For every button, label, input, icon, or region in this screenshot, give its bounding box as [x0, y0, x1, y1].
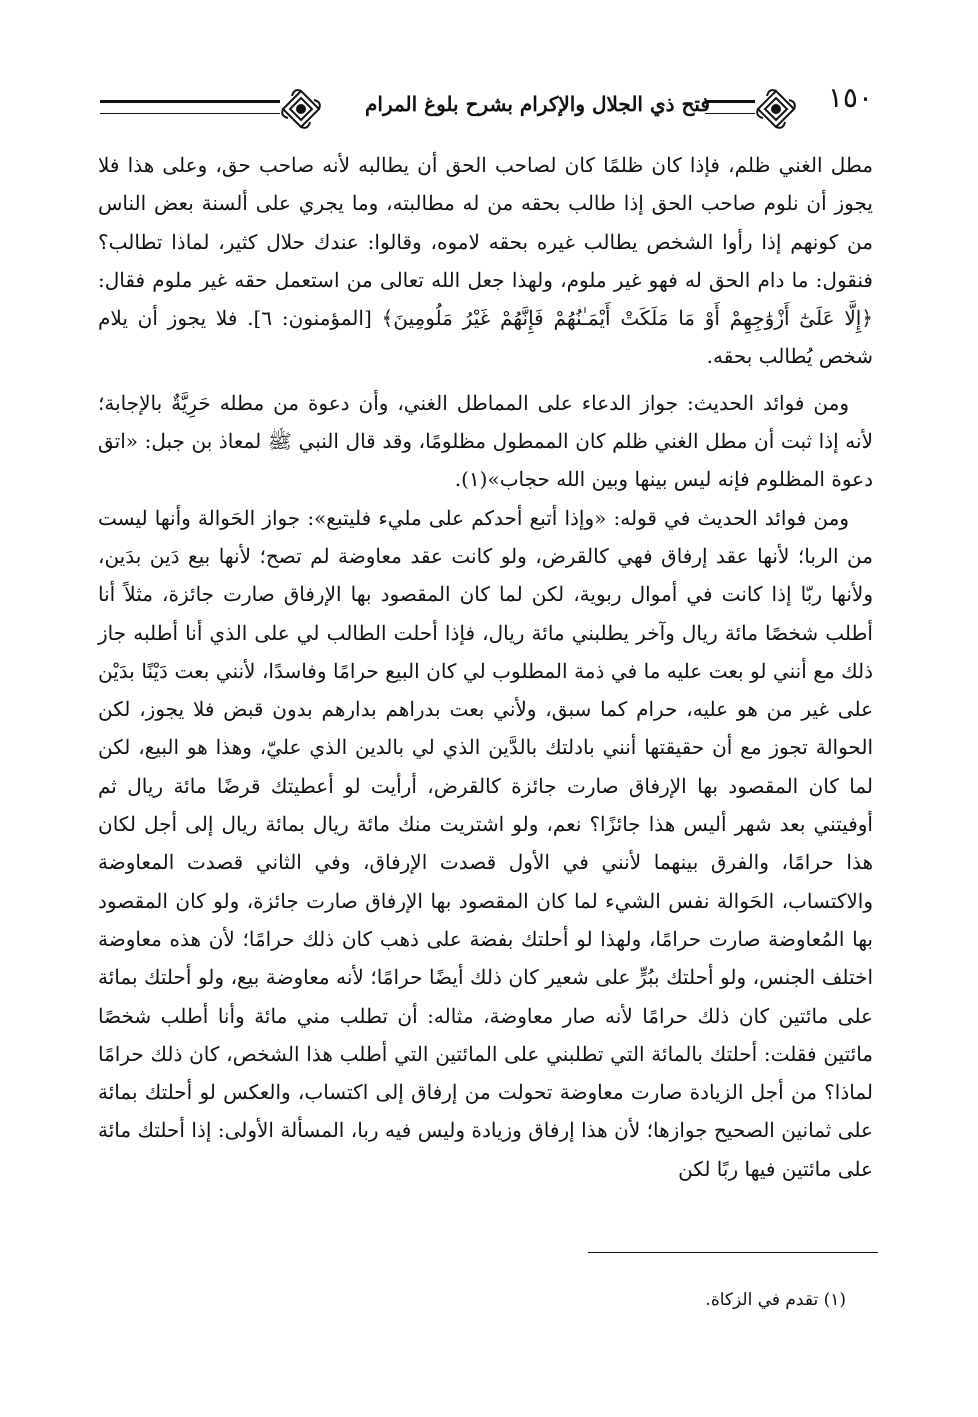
header-rule-left [100, 100, 280, 114]
book-title: فتح ذي الجلال والإكرام بشرح بلوغ المرام [365, 92, 710, 116]
main-text [98, 146, 873, 1188]
page-number: ١٥٠ [827, 81, 873, 114]
paragraph: ومن فوائد الحديث في قوله: «وإذا أتبع أحدكم على مليء فليتبع»: جواز الحَوالة وأنها ليست من الربا؛ لأنها عقد إرفاق فهي كالقرض، ولو كانت عقد معاوضة لم تصح؛ لأنها بيع دَين بدَين، ولأنها ربّا إذا كانت في أموال ربوية، لكن لما كان المقصود بها الإرفاق صارت جائزة، مثلاً أنا أطلب شخصًا مائة ريال وآخر يطلبني مائة ريال، فإذا أحلت الطالب لي على الذي أنا أطلبه جاز ذلك مع أنني لو بعت عليه ما في ذمة المطلوب لي كان البيع حرامًا وفاسدًا، لأنني بعت دَيْنًا بدَيْن على غير من هو عليه، حرام كما سبق، ولأني بعت بدراهم بدارهم بدون قبض فلا يجوز، لكن الحوالة تجوز مع أن حقيقتها أنني بادلتك بالدَّين الذي لي بالدين الذي عليّ، وهذا هو البيع، لكن لما كان المقصود بها الإرفاق صارت جائزة كالقرض، أرأيت لو أعطيتك قرضًا مائة ريال ثم أوفيتني بعد شهر أليس هذا جائزًا؟ نعم، ولو اشتريت منك مائة ريال بمائة ريال إلى أجل لكان هذا حرامًا، والفرق بينهما لأنني في الأول قصدت الإرفاق، وفي الثاني قصدت المعاوضة والاكتساب، الحَوالة نفس الشيء لما كان المقصود بها الإرفاق صارت جائزة، ولو كان المقصود بها المُعاوضة صارت حرامًا، ولهذا لو أحلتك بفضة على ذهب كان ذلك حرامًا؛ لأن هذه معاوضة اختلف الجنس، ولو أحلتك ببُرٍّ على شعير كان ذلك أيضًا حرامًا؛ لأنه معاوضة بيع، ولو أحلتك بمائة على مائتين كان ذلك حرامًا لأنه صار معاوضة، مثاله: أن تطلب مني مائة وأنا أطلب شخصًا مائتين فقلت: أحلتك بالمائة التي تطلبني على المائتين التي أطلب هذا الشخص، كان ذلك حرامًا لماذا؟ من أجل الزيادة صارت معاوضة تحولت من إرفاق إلى اكتساب، والعكس لو أحلتك بمائة على ثمانين الصحيح جوازها؛ لأن هذا إرفاق وزيادة وليس فيه ربا، المسألة الأولى: إذا أحلتك مائة على مائتين فيها ربًا لكن [98, 505, 873, 1181]
paragraph: مطل الغني ظلم، فإذا كان ظلمًا كان لصاحب الحق أن يطالبه لأنه صاحب حق، وعلى هذا فلا يجوز أن نلوم صاحب الحق إذا طالب بحقه من له مطالبته، وما يجري على ألسنة بعض الناس من كونهم إذا رأوا الشخص يطالب غيره بحقه لاموه، وقالوا: عندك حلال كثير، لماذا تطالب؟ فنقول: ما دام الحق له فهو غير ملوم، ولهذا جعل الله تعالى من استعمل حقه غير ملوم فقال: ﴿إِلَّا عَلَىٰٓ أَزْوَٰجِهِمْ أَوْ مَا مَلَكَتْ أَيْمَـٰنُهُمْ فَإِنَّهُمْ غَيْرُ مَلُومِينَ﴾ [المؤمنون: ٦]. فلا يجوز أن يلام شخص يُطالب بحقه. [98, 153, 873, 369]
page-header [100, 82, 875, 134]
footnote: (١) تقدم في الزكاة. [705, 1290, 846, 1310]
floral-ornament-icon [280, 88, 322, 130]
paragraph: ومن فوائد الحديث: جواز الدعاء على المماطل الغني، وأن دعوة من مطله حَرِيَّةٌ بالإجابة؛ لأنه إذا ثبت أن مطل الغني ظلم كان الممطول مظلومًا، وقد قال النبي ﷺ لمعاذ بن جبل: «اتق دعوة المظلوم فإنه ليس بينها وبين الله حجاب»(١). [98, 390, 873, 492]
header-rule-right [705, 100, 755, 114]
footnote-separator [588, 1252, 878, 1253]
floral-ornament-icon [755, 88, 797, 130]
